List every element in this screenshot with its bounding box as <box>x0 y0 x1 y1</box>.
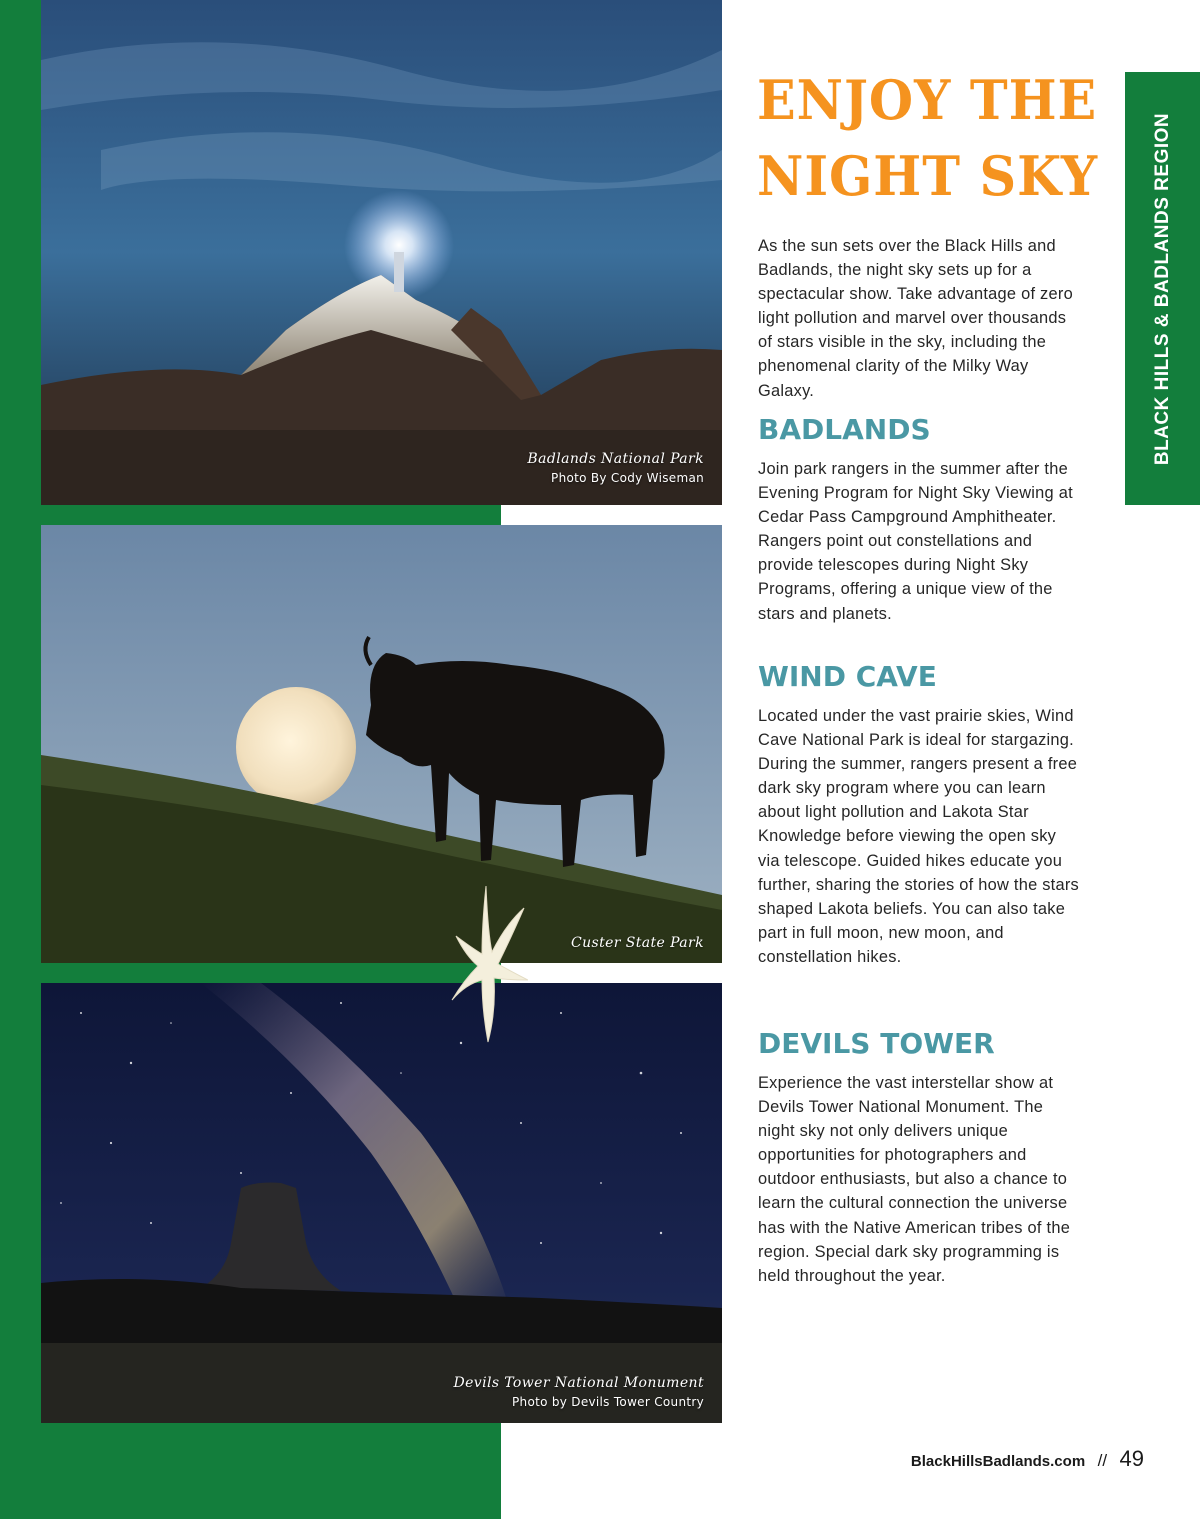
photo-badlands <box>41 0 722 505</box>
page-number: 49 <box>1119 1446 1144 1471</box>
photo-caption <box>571 935 704 951</box>
intro-paragraph: As the sun sets over the Black Hills and Badlands, the night sky sets up for a spectacular show. Take advantage of zero light pollution and marvel over thousands of stars visible in the sky, including the phenomenal clarity of the Milky Way Galaxy. <box>758 237 1073 400</box>
photo-credit: Photo By Cody Wiseman <box>551 471 704 485</box>
photo-custer <box>41 525 722 963</box>
photo-location: Devils Tower National Monument <box>453 1375 704 1391</box>
photo-caption <box>527 451 704 485</box>
region-label: BLACK HILLS & BADLANDS REGION <box>1151 112 1173 465</box>
star-icon <box>448 884 528 1046</box>
custer-photo-image <box>41 525 722 963</box>
white-gap <box>501 963 722 983</box>
page-footer <box>911 1446 1144 1472</box>
section-body-badlands: Join park rangers in the summer after the Evening Program for Night Sky Viewing at Cedar Pass Campground Amphitheater. Rangers point out constellations and provide telescopes during Night Sky Programs, offering a unique view of the stars and planets. <box>758 460 1073 623</box>
white-gap <box>501 505 722 525</box>
footer-website: BlackHillsBadlands.com <box>910 1453 1086 1470</box>
photo-caption <box>453 1375 704 1409</box>
page-title <box>757 62 1098 214</box>
photo-credit: Photo by Devils Tower Country <box>512 1395 704 1409</box>
title-line-2: NIGHT SKY <box>757 144 1099 208</box>
region-side-tab <box>1125 72 1200 505</box>
photo-devils-tower <box>41 983 722 1423</box>
title-line-1: ENJOY THE <box>757 68 1098 132</box>
section-body-wind-cave: Located under the vast prairie skies, Wind Cave National Park is ideal for stargazing. During the summer, rangers present a free dark sky program where you can learn about light pollution and Lakota Star Knowledge before viewing the open sky via telescope. Guided hikes educate you further, sharing the stories of how the stars shaped Lakota beliefs. You can also take part in full moon, new moon, and constellation hikes. <box>758 707 1080 966</box>
photo-location: Custer State Park <box>570 935 704 951</box>
section-heading-wind-cave: WIND CAVE <box>758 660 937 693</box>
devils-tower-photo-image <box>41 983 722 1423</box>
badlands-photo-image <box>41 0 722 505</box>
section-body-devils-tower: Experience the vast interstellar show at Devils Tower National Monument. The night sky not only delivers unique opportunities for photographers and outdoor enthusiasts, but also a chance to learn the cultural connection the universe has with the Native American tribes of the region. Special dark sky programming is held throughout the year. <box>758 1074 1071 1285</box>
section-heading-badlands: BADLANDS <box>758 413 931 446</box>
white-gap <box>501 1423 722 1519</box>
photo-location: Badlands National Park <box>527 451 704 467</box>
section-heading-devils-tower: DEVILS TOWER <box>758 1027 995 1060</box>
footer-separator: // <box>1097 1451 1108 1470</box>
